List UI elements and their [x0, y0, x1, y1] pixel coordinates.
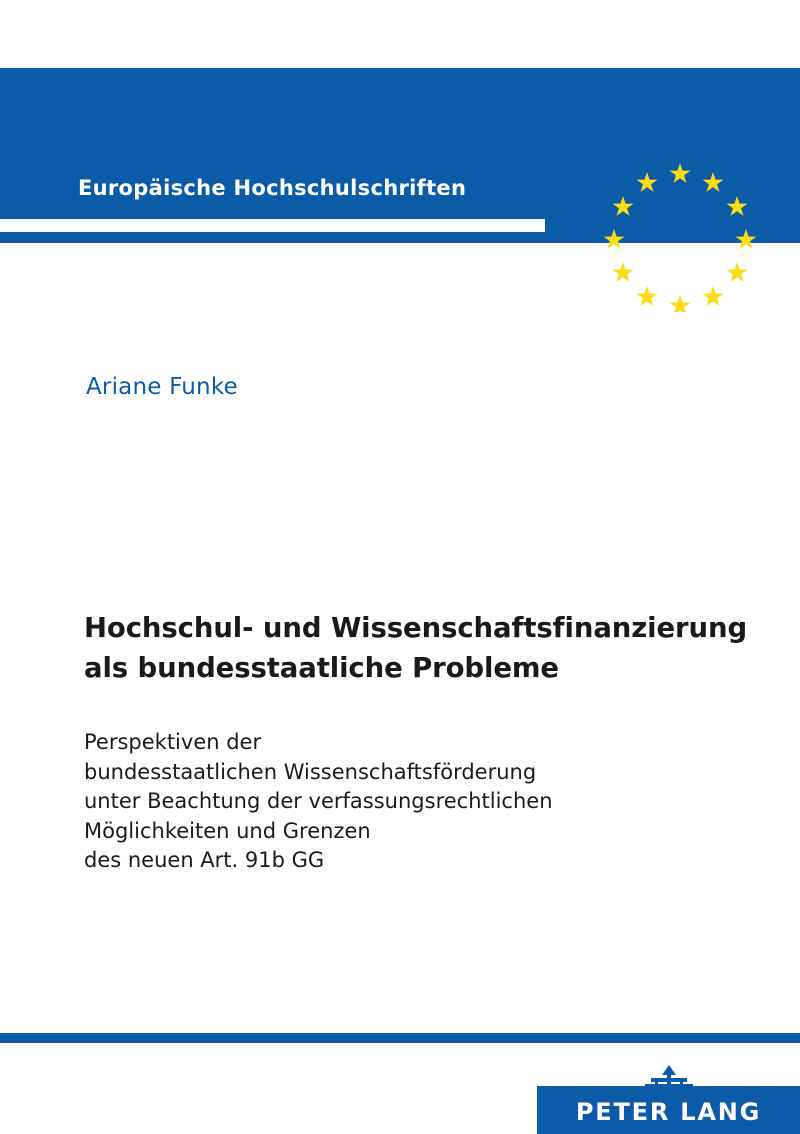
series-banner	[0, 68, 800, 290]
book-title: Hochschul- und Wissenschaftsfinanzierung als bundesstaatliche Probleme	[84, 612, 748, 684]
subtitle-line: Perspektiven der	[84, 730, 262, 754]
subtitle-line: Möglichkeiten und Grenzen	[84, 818, 371, 843]
banner-divider	[0, 219, 545, 232]
peter-lang-logo-icon	[645, 1064, 693, 1092]
subtitle-line: des neuen Art. 91b GG	[84, 848, 325, 872]
eu-stars-icon	[600, 160, 760, 312]
author-name: Ariane Funke	[86, 374, 238, 400]
publisher-name: PETER LANG	[575, 1098, 762, 1126]
publisher-block	[537, 1086, 800, 1134]
series-subtitle: Recht	[78, 266, 148, 290]
series-name: Europäische Hochschulschriften	[78, 176, 467, 200]
book-subtitle	[84, 728, 744, 876]
bottom-divider	[0, 1033, 800, 1043]
subtitle-line: unter Beachtung der verfassungsrechtlichen	[84, 789, 553, 813]
subtitle-line: bundesstaatlichen Wissenschaftsförderung	[84, 759, 537, 784]
